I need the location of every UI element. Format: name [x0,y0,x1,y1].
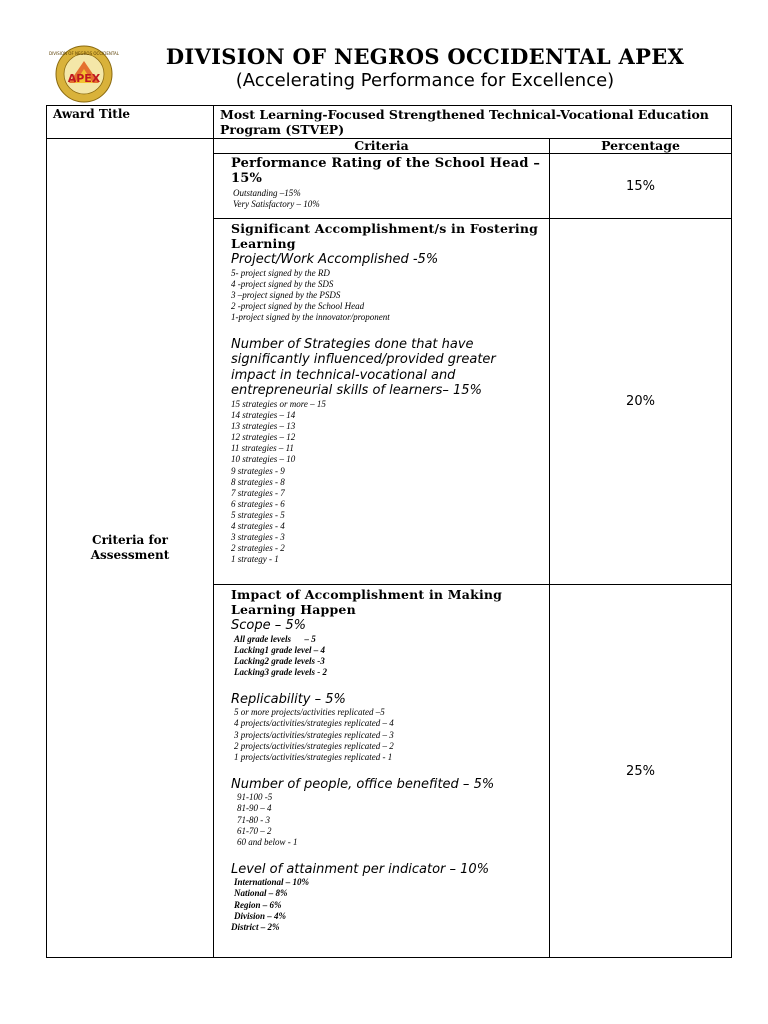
list-item: District – 2% [231,921,280,932]
list-item: 2 -project signed by the School Head [231,300,365,311]
section-criteria [214,219,550,585]
list-item: Lacking1 grade level – 4 [234,644,325,655]
item-list [231,877,543,932]
list-item: Outstanding –15% [233,188,301,198]
list-item: 3 strategies - 3 [231,532,285,543]
list-item: 5 or more projects/activities replicated –5 [234,707,385,718]
list-item: 61-70 – 2 [237,825,272,836]
list-item: 5- project signed by the RD [231,267,330,278]
list-item: 5 strategies - 5 [231,509,285,520]
list-item: 4 projects/activities/strategies replicated – 4 [234,718,394,729]
list-item: Division – 4% [234,910,287,921]
section-title: Significant Accomplishment/s in Fostering Learning [231,221,539,251]
page-title: DIVISION OF NEGROS OCCIDENTAL APEX [165,44,685,69]
group-heading: Level of attainment per indicator – 10% [231,861,490,877]
list-item: 4 strategies - 4 [231,521,285,531]
list-item: 6 strategies - 6 [231,498,285,509]
list-item: 1 projects/activities/strategies replicated - 1 [234,751,393,762]
item-list [231,268,543,323]
section-percentage: 25% [550,585,732,958]
logo-ring-text: DIVISION OF NEGROS OCCIDENTAL [49,51,119,56]
item-list [231,792,543,847]
list-item: 3 –project signed by the PSDS [231,289,341,300]
list-item: 14 strategies – 14 [231,410,296,421]
item-list [231,707,543,762]
header-row [47,139,732,154]
group-heading: Replicability – 5% [231,691,346,707]
group-heading: Number of people, office benefited – 5% [231,776,495,792]
list-item: 7 strategies - 7 [231,487,285,498]
list-item: 9 strategies - 9 [231,465,285,476]
list-item: 12 strategies – 12 [231,432,296,443]
award-title-value: Most Learning-Focused Strengthened Technical-Vocational Education Program (STVEP) [214,106,732,139]
criteria-table [46,105,732,958]
logo-text: APEX [67,72,101,85]
list-item: 81-90 – 4 [237,803,272,814]
list-item: 91-100 -5 [237,792,273,803]
award-row [47,106,732,139]
list-item: 11 strategies – 11 [231,443,294,454]
list-item: 71-80 - 3 [237,814,270,825]
list-item: 4 -project signed by the SDS [231,278,334,289]
list-item: 2 strategies - 2 [231,543,285,554]
group-heading: Scope – 5% [231,618,306,633]
percentage-header: Percentage [550,139,732,154]
list-item: Region – 6% [234,899,282,910]
list-item: 3 projects/activities/strategies replicated – 3 [234,729,394,740]
section-criteria [214,154,550,219]
criteria-for-assessment-text: Criteria for Assessment [90,533,170,562]
criteria-header: Criteria [214,139,550,154]
list-item: All grade levels – 5 [234,633,316,644]
section-criteria [214,585,550,958]
section-percentage: 15% [550,154,732,219]
list-item: 8 strategies - 8 [231,476,285,487]
section-percentage: 20% [550,219,732,585]
list-item: 1-project signed by the innovator/proponent [231,311,390,322]
section-title: Impact of Accomplishment in Making Learning Happen [231,587,503,617]
list-item: 60 and below - 1 [237,836,298,847]
list-item: 10 strategies – 10 [231,454,296,465]
list-item: Lacking2 grade levels -3 [234,655,325,666]
list-item: Lacking3 grade levels - 2 [234,666,327,677]
apex-logo [49,45,119,103]
award-title-label: Award Title [47,106,214,139]
item-list [231,399,543,565]
list-item: 2 projects/activities/strategies replicated – 2 [234,740,394,751]
criteria-for-assessment-label [47,139,214,958]
list-item: 1 strategy - 1 [231,554,279,565]
list-item: 15 strategies or more – 15 [231,398,326,409]
list-item: International – 10% [234,877,310,888]
group-heading: Number of Strategies done that have significantly influenced/provided greater impact in technical-vocational and entrepreneurial skills of learners– 15% [231,336,496,399]
list-item: Very Satisfactory – 10% [233,199,320,210]
item-list [231,634,543,678]
page-subtitle: (Accelerating Performance for Excellence) [235,70,615,91]
item-list [231,188,543,210]
list-item: National – 8% [234,888,288,899]
list-item: 13 strategies – 13 [231,421,296,432]
section-title: Performance Rating of the School Head – 15% [231,156,541,186]
group-heading: Project/Work Accomplished -5% [231,252,439,267]
